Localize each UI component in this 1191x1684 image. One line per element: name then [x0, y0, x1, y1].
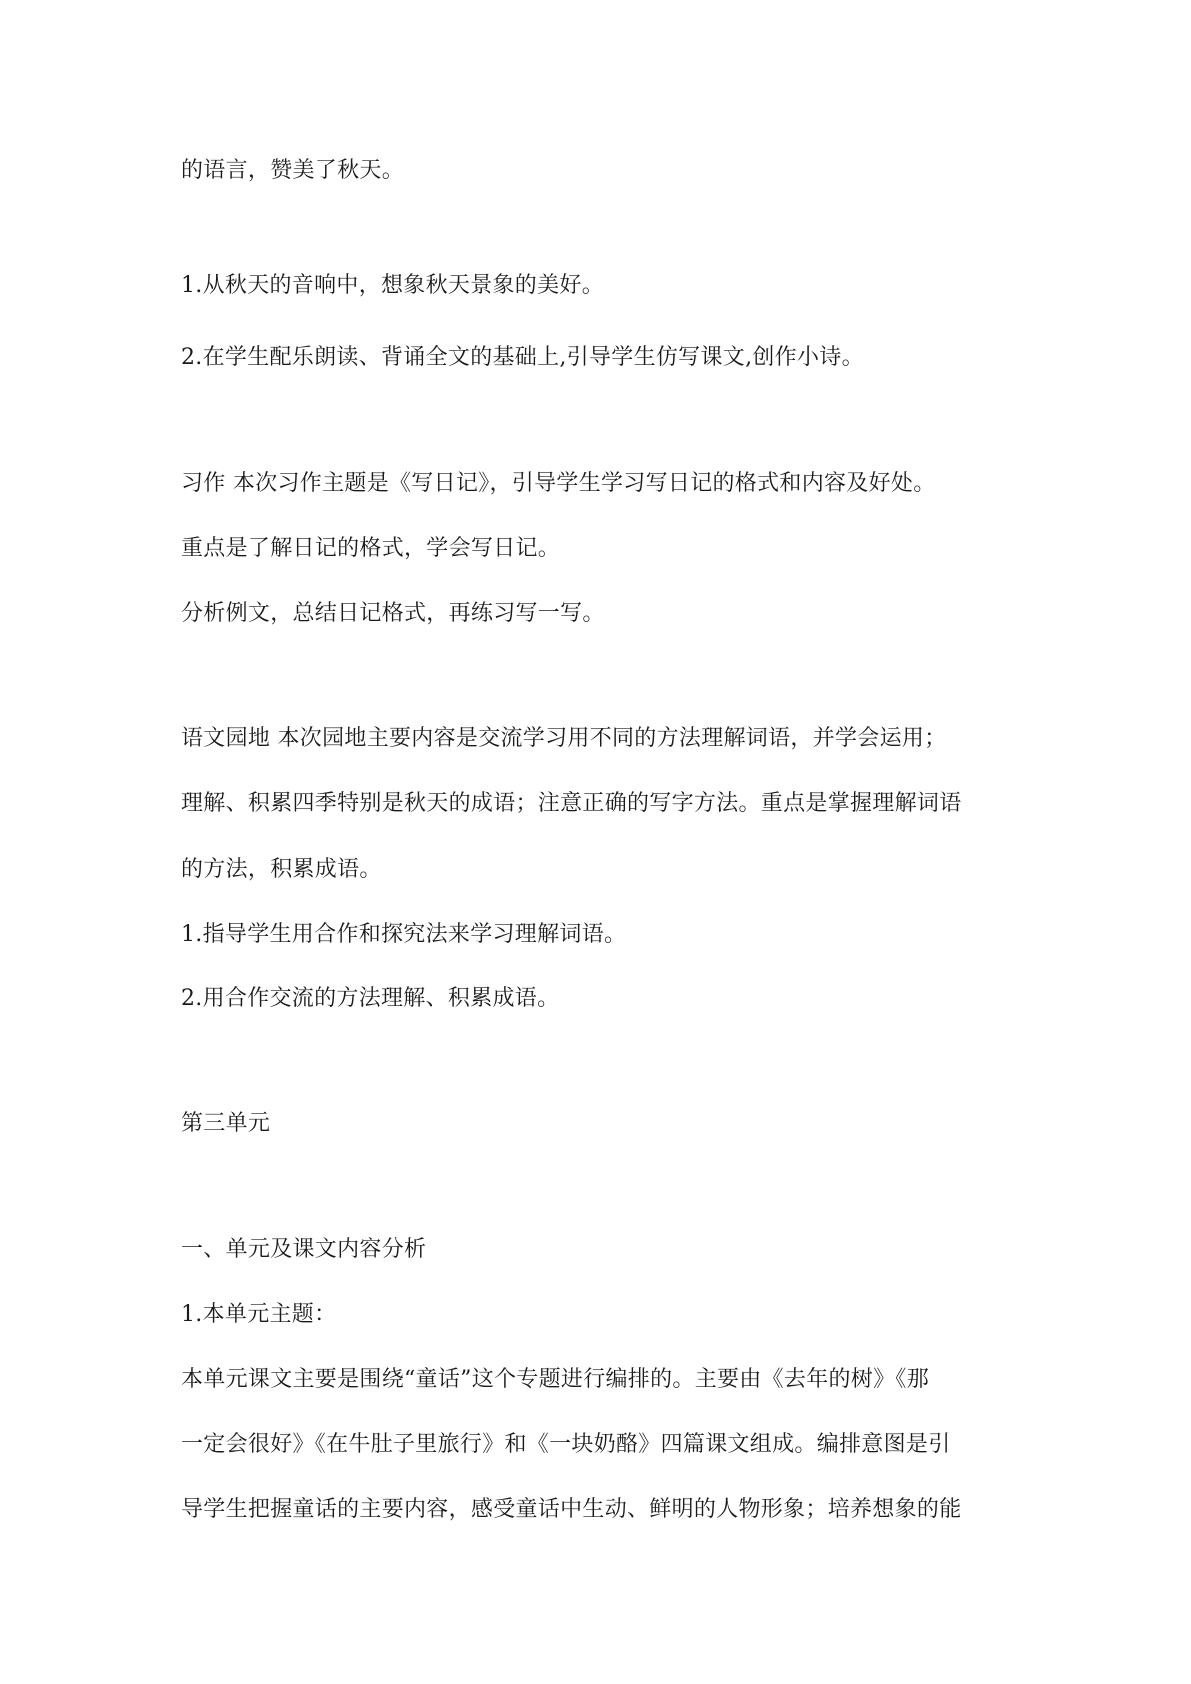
text-line: 2.在学生配乐朗读、背诵全文的基础上,引导学生仿写课文,创作小诗。: [181, 345, 864, 370]
text-line: 1.从秋天的音响中，想象秋天景象的美好。: [181, 273, 604, 298]
text-line: 本单元课文主要是围绕“童话”这个专题进行编排的。主要由《去年的树》《那: [181, 1367, 929, 1392]
section-heading: 第三单元: [181, 1111, 271, 1136]
text-line: 一定会很好》《在牛肚子里旅行》和《一块奶酪》四篇课文组成。编排意图是引: [181, 1432, 951, 1457]
text-line: 重点是了解日记的格式，学会写日记。: [181, 536, 561, 561]
text-line: 分析例文，总结日记格式，再练习写一写。: [181, 601, 605, 626]
text-line: 2.用合作交流的方法理解、积累成语。: [181, 986, 560, 1011]
text-line: 理解、积累四季特别是秋天的成语；注意正确的写字方法。重点是掌握理解词语: [181, 791, 962, 816]
text-line: 的方法，积累成语。: [181, 857, 382, 882]
text-line: 1.本单元主题：: [181, 1302, 337, 1327]
text-line: 语文园地 本次园地主要内容是交流学习用不同的方法理解词语，并学会运用；: [181, 726, 947, 751]
text-line: 导学生把握童话的主要内容，感受童话中生动、鲜明的人物形象；培养想象的能: [181, 1497, 962, 1522]
text-line: 1.指导学生用合作和探究法来学习理解词语。: [181, 922, 627, 947]
text-line: 习作 本次习作主题是《写日记》，引导学生学习写日记的格式和内容及好处。: [181, 471, 936, 496]
text-line: 的语言，赞美了秋天。: [181, 158, 405, 183]
subsection-heading: 一、单元及课文内容分析: [181, 1237, 427, 1262]
